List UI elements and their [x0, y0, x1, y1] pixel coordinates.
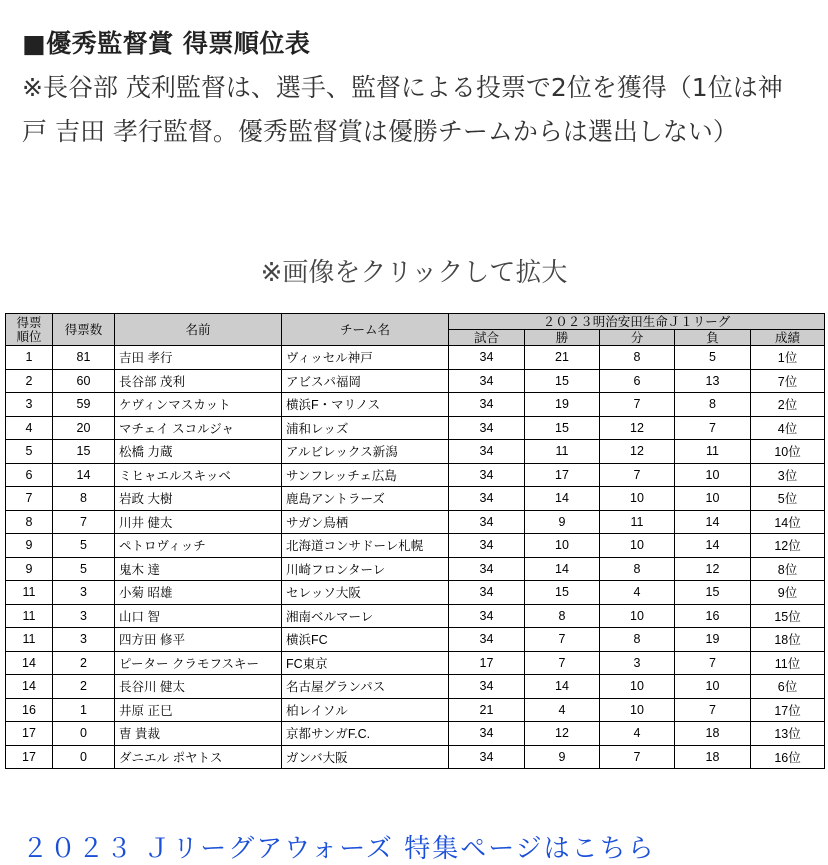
- cell-result: 6位: [751, 675, 825, 699]
- cell-played: 34: [449, 416, 525, 440]
- table-row: [6, 651, 825, 675]
- cell-votes: 3: [53, 604, 115, 628]
- cell-loss: 5: [675, 346, 751, 370]
- cell-draw: 10: [600, 675, 675, 699]
- cell-rank: 11: [6, 581, 53, 605]
- table-row: [6, 416, 825, 440]
- cell-name: ピーター クラモフスキー: [115, 651, 282, 675]
- cell-rank: 14: [6, 651, 53, 675]
- cell-team: ヴィッセル神戸: [282, 346, 449, 370]
- cell-result: 2位: [751, 393, 825, 417]
- cell-rank: 3: [6, 393, 53, 417]
- cell-votes: 15: [53, 440, 115, 464]
- cell-rank: 6: [6, 463, 53, 487]
- header-loss: 負: [675, 330, 751, 346]
- header-played: 試合: [449, 330, 525, 346]
- cell-name: 川井 健太: [115, 510, 282, 534]
- table-row: [6, 722, 825, 746]
- table-row: [6, 393, 825, 417]
- cell-votes: 3: [53, 628, 115, 652]
- cell-draw: 4: [600, 581, 675, 605]
- cell-draw: 7: [600, 745, 675, 769]
- cell-draw: 6: [600, 369, 675, 393]
- cell-name: マチェイ スコルジャ: [115, 416, 282, 440]
- cell-team: セレッソ大阪: [282, 581, 449, 605]
- table-row: [6, 581, 825, 605]
- cell-loss: 14: [675, 534, 751, 558]
- cell-result: 18位: [751, 628, 825, 652]
- cell-name: 鬼木 達: [115, 557, 282, 581]
- header-result: 成績: [751, 330, 825, 346]
- table-row: [6, 557, 825, 581]
- cell-draw: 10: [600, 698, 675, 722]
- table-row: [6, 346, 825, 370]
- cell-win: 12: [525, 722, 600, 746]
- cell-win: 15: [525, 581, 600, 605]
- cell-loss: 18: [675, 745, 751, 769]
- section-heading: ■優秀監督賞 得票順位表: [22, 29, 311, 58]
- cell-loss: 11: [675, 440, 751, 464]
- cell-result: 1位: [751, 346, 825, 370]
- cell-rank: 1: [6, 346, 53, 370]
- cell-loss: 14: [675, 510, 751, 534]
- cell-team: ガンバ大阪: [282, 745, 449, 769]
- cell-draw: 12: [600, 440, 675, 464]
- cell-team: 鹿島アントラーズ: [282, 487, 449, 511]
- cell-name: 小菊 昭雄: [115, 581, 282, 605]
- cell-votes: 59: [53, 393, 115, 417]
- cell-rank: 16: [6, 698, 53, 722]
- cell-draw: 4: [600, 722, 675, 746]
- cell-team: 横浜F・マリノス: [282, 393, 449, 417]
- cell-played: 34: [449, 604, 525, 628]
- cell-draw: 8: [600, 557, 675, 581]
- cell-played: 34: [449, 440, 525, 464]
- cell-team: 柏レイソル: [282, 698, 449, 722]
- table-row: [6, 440, 825, 464]
- table-row: [6, 463, 825, 487]
- cell-name: 井原 正巳: [115, 698, 282, 722]
- table-row: [6, 487, 825, 511]
- cell-name: 岩政 大樹: [115, 487, 282, 511]
- vote-ranking-table[interactable]: [5, 313, 825, 769]
- cell-played: 34: [449, 557, 525, 581]
- header-team: チーム名: [282, 314, 449, 346]
- cell-name: 松橋 力蔵: [115, 440, 282, 464]
- cell-name: ミヒャエルスキッベ: [115, 463, 282, 487]
- cell-team: 名古屋グランパス: [282, 675, 449, 699]
- cell-votes: 0: [53, 722, 115, 746]
- cell-team: サガン鳥栖: [282, 510, 449, 534]
- cell-win: 9: [525, 745, 600, 769]
- cell-team: 横浜FC: [282, 628, 449, 652]
- cell-rank: 2: [6, 369, 53, 393]
- table-row: [6, 675, 825, 699]
- cell-loss: 7: [675, 651, 751, 675]
- awards-special-link[interactable]: ２０２３ Ｊリーグアウォーズ 特集ページはこちら: [22, 834, 656, 864]
- cell-name: 四方田 修平: [115, 628, 282, 652]
- cell-played: 34: [449, 393, 525, 417]
- vote-note: ※長谷部 茂利監督は、選手、監督による投票で2位を獲得（1位は神戸 吉田 孝行監督。優秀監督賞は優勝チームからは選出しない）: [22, 73, 783, 146]
- cell-team: 川崎フロンターレ: [282, 557, 449, 581]
- cell-loss: 16: [675, 604, 751, 628]
- table-row: [6, 510, 825, 534]
- cell-win: 4: [525, 698, 600, 722]
- cell-win: 14: [525, 675, 600, 699]
- cell-rank: 14: [6, 675, 53, 699]
- cell-win: 7: [525, 628, 600, 652]
- cell-rank: 7: [6, 487, 53, 511]
- cell-win: 14: [525, 487, 600, 511]
- cell-votes: 2: [53, 675, 115, 699]
- cell-result: 9位: [751, 581, 825, 605]
- header-rank: 得票 順位: [6, 314, 53, 346]
- cell-rank: 17: [6, 722, 53, 746]
- cell-played: 34: [449, 745, 525, 769]
- cell-result: 7位: [751, 369, 825, 393]
- cell-draw: 10: [600, 604, 675, 628]
- cell-win: 14: [525, 557, 600, 581]
- cell-loss: 7: [675, 416, 751, 440]
- cell-result: 10位: [751, 440, 825, 464]
- cell-loss: 10: [675, 487, 751, 511]
- cell-name: 山口 智: [115, 604, 282, 628]
- cell-team: 浦和レッズ: [282, 416, 449, 440]
- cell-draw: 10: [600, 487, 675, 511]
- cell-rank: 4: [6, 416, 53, 440]
- cell-played: 34: [449, 487, 525, 511]
- cell-played: 34: [449, 581, 525, 605]
- cell-result: 11位: [751, 651, 825, 675]
- cell-win: 17: [525, 463, 600, 487]
- cell-votes: 81: [53, 346, 115, 370]
- cell-votes: 60: [53, 369, 115, 393]
- cell-rank: 5: [6, 440, 53, 464]
- cell-team: アビスパ福岡: [282, 369, 449, 393]
- cell-result: 15位: [751, 604, 825, 628]
- cell-played: 34: [449, 628, 525, 652]
- cell-win: 9: [525, 510, 600, 534]
- cell-rank: 11: [6, 604, 53, 628]
- cell-name: 曺 貴裁: [115, 722, 282, 746]
- cell-team: 京都サンガF.C.: [282, 722, 449, 746]
- cell-votes: 2: [53, 651, 115, 675]
- cell-rank: 17: [6, 745, 53, 769]
- table-row: [6, 698, 825, 722]
- cell-loss: 8: [675, 393, 751, 417]
- cell-played: 34: [449, 675, 525, 699]
- cell-name: ケヴィンマスカット: [115, 393, 282, 417]
- cell-loss: 15: [675, 581, 751, 605]
- cell-loss: 19: [675, 628, 751, 652]
- cell-rank: 9: [6, 534, 53, 558]
- cell-team: 湘南ベルマーレ: [282, 604, 449, 628]
- cell-loss: 18: [675, 722, 751, 746]
- cell-played: 21: [449, 698, 525, 722]
- table-header: [6, 314, 825, 346]
- cell-loss: 12: [675, 557, 751, 581]
- cell-rank: 11: [6, 628, 53, 652]
- cell-draw: 12: [600, 416, 675, 440]
- cell-result: 13位: [751, 722, 825, 746]
- cell-votes: 3: [53, 581, 115, 605]
- cell-played: 34: [449, 722, 525, 746]
- cell-loss: 10: [675, 463, 751, 487]
- cell-name: ペトロヴィッチ: [115, 534, 282, 558]
- cell-result: 4位: [751, 416, 825, 440]
- cell-result: 12位: [751, 534, 825, 558]
- header-league: ２０２３明治安田生命Ｊ１リーグ: [449, 314, 825, 330]
- cell-win: 11: [525, 440, 600, 464]
- cell-result: 14位: [751, 510, 825, 534]
- cell-team: FC東京: [282, 651, 449, 675]
- header-draw: 分: [600, 330, 675, 346]
- cell-draw: 3: [600, 651, 675, 675]
- table-row: [6, 745, 825, 769]
- cell-loss: 10: [675, 675, 751, 699]
- cell-votes: 8: [53, 487, 115, 511]
- cell-played: 34: [449, 369, 525, 393]
- table-row: [6, 628, 825, 652]
- cell-win: 15: [525, 416, 600, 440]
- header-votes: 得票数: [53, 314, 115, 346]
- cell-result: 3位: [751, 463, 825, 487]
- enlarge-caption: ※画像をクリックして拡大: [260, 258, 568, 288]
- cell-team: 北海道コンサドーレ札幌: [282, 534, 449, 558]
- cell-team: アルビレックス新潟: [282, 440, 449, 464]
- cell-votes: 1: [53, 698, 115, 722]
- cell-played: 34: [449, 463, 525, 487]
- cell-rank: 8: [6, 510, 53, 534]
- cell-draw: 7: [600, 463, 675, 487]
- cell-result: 8位: [751, 557, 825, 581]
- cell-name: ダニエル ポヤトス: [115, 745, 282, 769]
- cell-votes: 0: [53, 745, 115, 769]
- cell-name: 長谷川 健太: [115, 675, 282, 699]
- cell-win: 7: [525, 651, 600, 675]
- cell-name: 吉田 孝行: [115, 346, 282, 370]
- header-name: 名前: [115, 314, 282, 346]
- cell-votes: 5: [53, 557, 115, 581]
- cell-played: 17: [449, 651, 525, 675]
- cell-rank: 9: [6, 557, 53, 581]
- cell-votes: 20: [53, 416, 115, 440]
- cell-loss: 13: [675, 369, 751, 393]
- cell-win: 15: [525, 369, 600, 393]
- cell-votes: 5: [53, 534, 115, 558]
- cell-played: 34: [449, 510, 525, 534]
- cell-result: 17位: [751, 698, 825, 722]
- cell-loss: 7: [675, 698, 751, 722]
- header-win: 勝: [525, 330, 600, 346]
- cell-votes: 14: [53, 463, 115, 487]
- cell-win: 19: [525, 393, 600, 417]
- cell-draw: 8: [600, 628, 675, 652]
- cell-draw: 7: [600, 393, 675, 417]
- cell-result: 5位: [751, 487, 825, 511]
- cell-win: 8: [525, 604, 600, 628]
- table-body: [6, 346, 825, 769]
- table-row: [6, 604, 825, 628]
- cell-draw: 11: [600, 510, 675, 534]
- cell-played: 34: [449, 346, 525, 370]
- cell-draw: 10: [600, 534, 675, 558]
- cell-name: 長谷部 茂利: [115, 369, 282, 393]
- cell-win: 10: [525, 534, 600, 558]
- cell-team: サンフレッチェ広島: [282, 463, 449, 487]
- cell-votes: 7: [53, 510, 115, 534]
- cell-draw: 8: [600, 346, 675, 370]
- table-row: [6, 534, 825, 558]
- table-row: [6, 369, 825, 393]
- cell-result: 16位: [751, 745, 825, 769]
- cell-played: 34: [449, 534, 525, 558]
- cell-win: 21: [525, 346, 600, 370]
